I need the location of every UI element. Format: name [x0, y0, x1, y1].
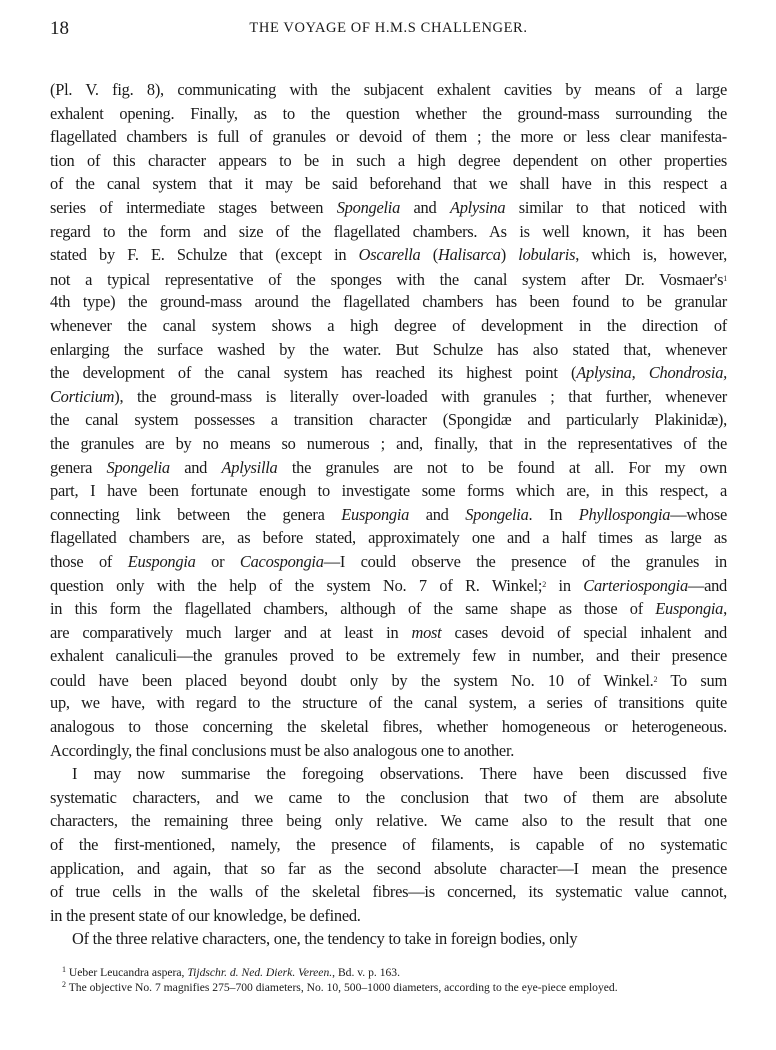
body-text — [50, 78, 727, 951]
text-run: the granules are by no means so numerous ; and, finally, that in the representatives of the — [50, 433, 727, 453]
text-run: could have been placed beyond doubt only by the system No. 10 of Winkel. — [50, 670, 654, 690]
text-line — [50, 456, 727, 480]
text-line — [50, 338, 727, 362]
text-run: the development of the canal system has reached its highest point ( — [50, 363, 577, 383]
text-line — [50, 927, 727, 951]
text-run: ), the ground-mass is literally over-loaded with granules ; that further, whenever — [114, 386, 727, 406]
text-run: in the present state of our knowledge, be defined. — [50, 905, 361, 925]
text-line — [50, 408, 727, 432]
text-run: genera — [50, 457, 107, 477]
text-line — [50, 314, 727, 338]
text-run: characters, the remaining three being only relative. We came also to the result that one — [50, 811, 727, 831]
footnote-marker: 1 — [62, 965, 66, 974]
text-line — [50, 833, 727, 857]
text-run: . In — [528, 504, 579, 524]
text-run: application, and again, that so far as the second absolute character—I mean the presence — [50, 858, 727, 878]
text-line — [50, 597, 727, 621]
text-run: question only with the help of the system No. 7 of R. Winkel; — [50, 576, 543, 596]
text-run: systematic characters, and we came to the conclusion that two of them are absolute — [50, 787, 727, 807]
text-line — [50, 432, 727, 456]
text-line — [50, 857, 727, 881]
text-run: of the canal system that it may be said beforehand that we shall have in this respect a — [50, 174, 727, 194]
text-run: part, I have been fortunate enough to investigate some forms which are, in this respect, a — [50, 481, 727, 501]
text-run: ( — [420, 245, 439, 265]
text-line — [50, 550, 727, 574]
text-run: The objective No. 7 magnifies 275–700 diameters, No. 10, 500–1000 diameters, according to the eye-piece employed. — [66, 981, 618, 994]
text-run: in this form the flagellated chambers, although of the same shape as those of — [50, 599, 656, 619]
text-line — [50, 479, 727, 503]
text-line — [50, 691, 727, 715]
text-run: , — [723, 599, 727, 619]
running-title: THE VOYAGE OF H.M.S CHALLENGER. — [249, 20, 528, 36]
footnote — [62, 977, 728, 992]
text-run: and — [169, 457, 222, 477]
text-run: cases devoid of special inhalent and — [441, 622, 727, 642]
text-run: flagellated chambers is full of granules or devoid of them ; the more or less clear manifesta- — [50, 127, 727, 147]
text-line — [50, 196, 727, 220]
text-line — [50, 904, 727, 928]
italic-run: Spongelia — [106, 457, 170, 477]
text-run: —whose — [670, 504, 727, 524]
footnote-ref: 1 — [723, 273, 727, 283]
text-run: , Bd. v. p. 163. — [332, 966, 400, 979]
text-run: —I could observe the presence of the granules in — [323, 551, 727, 571]
text-line — [50, 243, 727, 267]
text-line — [50, 880, 727, 904]
page-number: 18 — [50, 18, 69, 39]
text-run: flagellated chambers are, as before stated, approximately one and a half times as large as — [50, 528, 727, 548]
page-header — [50, 18, 727, 40]
italic-run: Phyllospongia — [578, 504, 671, 524]
text-run: ) — [500, 245, 519, 265]
text-line — [50, 809, 727, 833]
text-line — [50, 172, 727, 196]
text-run: are comparatively much larger and at least in — [50, 622, 412, 642]
text-line — [50, 149, 727, 173]
text-line — [50, 786, 727, 810]
footnotes — [62, 962, 728, 992]
footnote-ref: 2 — [542, 580, 546, 590]
text-line — [50, 668, 727, 692]
text-run: similar to that noticed with — [505, 197, 727, 217]
italic-run: Aplysina, Chondrosia, — [576, 363, 727, 383]
text-line — [50, 739, 727, 763]
footnote-ref: 2 — [653, 674, 658, 684]
italic-run: Aplysina — [449, 197, 506, 217]
text-run: exhalent canaliculi—the granules proved to be extremely few in number, and their presence — [50, 646, 727, 666]
text-run: stated by F. E. Schulze that (except in — [50, 245, 359, 265]
text-run: up, we have, with regard to the structure of the canal system, a series of transitions quite — [50, 693, 727, 713]
text-run: series of intermediate stages between — [50, 197, 337, 217]
italic-run: Euspongia — [341, 504, 410, 524]
text-line — [50, 361, 727, 385]
text-run: (Pl. V. fig. 8), communicating with the subjacent exhalent cavities by means of a large — [50, 80, 727, 99]
text-line — [50, 385, 727, 409]
text-run: enlarging the surface washed by the water. But Schulze has also stated that, whenever — [50, 339, 727, 359]
italic-run: Carteriospongia — [583, 576, 688, 596]
text-run: the granules are not to be found at all. For my own — [277, 457, 727, 477]
italic-run: most — [411, 622, 442, 642]
text-run: analogous to those concerning the skeletal fibres, whether homogeneous or heterogeneous. — [50, 717, 727, 737]
text-run: not a typical representative of the sponges with the canal system after Dr. Vosmaer's — [50, 269, 724, 289]
text-line — [50, 715, 727, 739]
text-line — [50, 526, 727, 550]
text-run: , which is, however, — [575, 245, 728, 265]
italic-run: Cacospongia — [239, 551, 324, 571]
italic-run: Halisarca — [438, 245, 501, 265]
text-run: in — [545, 576, 584, 596]
text-run: of true cells in the walls of the skeletal fibres—is concerned, its systematic value cannot, — [50, 882, 727, 902]
text-run: and — [409, 504, 466, 524]
text-run: To sum — [657, 670, 727, 690]
footnote-marker: 2 — [62, 980, 66, 989]
text-line — [50, 290, 727, 314]
text-run: Accordingly, the final conclusions must be also analogous one to another. — [50, 740, 515, 760]
text-line — [50, 762, 727, 786]
text-line — [50, 267, 727, 291]
italic-run: Corticium — [50, 386, 115, 406]
italic-run: Spongelia — [336, 197, 401, 217]
text-run: —and — [687, 576, 727, 596]
italic-run: Spongelia — [465, 504, 529, 524]
italic-run: Aplysilla — [221, 457, 278, 477]
italic-run: lobularis — [518, 245, 576, 265]
text-line — [50, 220, 727, 244]
text-run: Of the three relative characters, one, the tendency to take in foreign bodies, only — [72, 929, 578, 949]
text-line — [50, 78, 727, 102]
text-run: connecting link between the genera — [50, 504, 342, 524]
text-run: 4th type) the ground-mass around the flagellated chambers has been found to be granular — [50, 292, 727, 312]
footnote — [62, 962, 728, 977]
text-line — [50, 102, 727, 126]
text-run: exhalent opening. Finally, as to the question whether the ground-mass surrounding the — [50, 103, 727, 123]
text-run: and — [400, 197, 450, 217]
text-run: tion of this character appears to be in such a high degree dependent on other properties — [50, 150, 727, 170]
italic-run: Tijdschr. d. Ned. Dierk. Vereen. — [187, 966, 333, 979]
text-run: Ueber Leucandra aspera, — [66, 966, 188, 979]
text-run: regard to the form and size of the flagellated chambers. As is well known, it has been — [50, 221, 727, 241]
text-run: or — [195, 551, 240, 571]
text-line — [50, 503, 727, 527]
text-run: whenever the canal system shows a high degree of development in the direction of — [50, 315, 727, 335]
text-run: I may now summarise the foregoing observations. There have been discussed five — [72, 764, 727, 784]
text-line — [50, 644, 727, 668]
text-line — [50, 125, 727, 149]
text-run: of the first-mentioned, namely, the presence of filaments, is capable of no systematic — [50, 835, 727, 854]
text-line — [50, 573, 727, 597]
text-line — [50, 621, 727, 645]
italic-run: Euspongia — [127, 551, 196, 571]
italic-run: Euspongia — [655, 599, 724, 619]
text-run: the canal system possesses a transition character (Spongidæ and particularly Plakinidæ), — [50, 410, 727, 430]
text-run: those of — [50, 551, 128, 571]
italic-run: Oscarella — [358, 245, 421, 265]
